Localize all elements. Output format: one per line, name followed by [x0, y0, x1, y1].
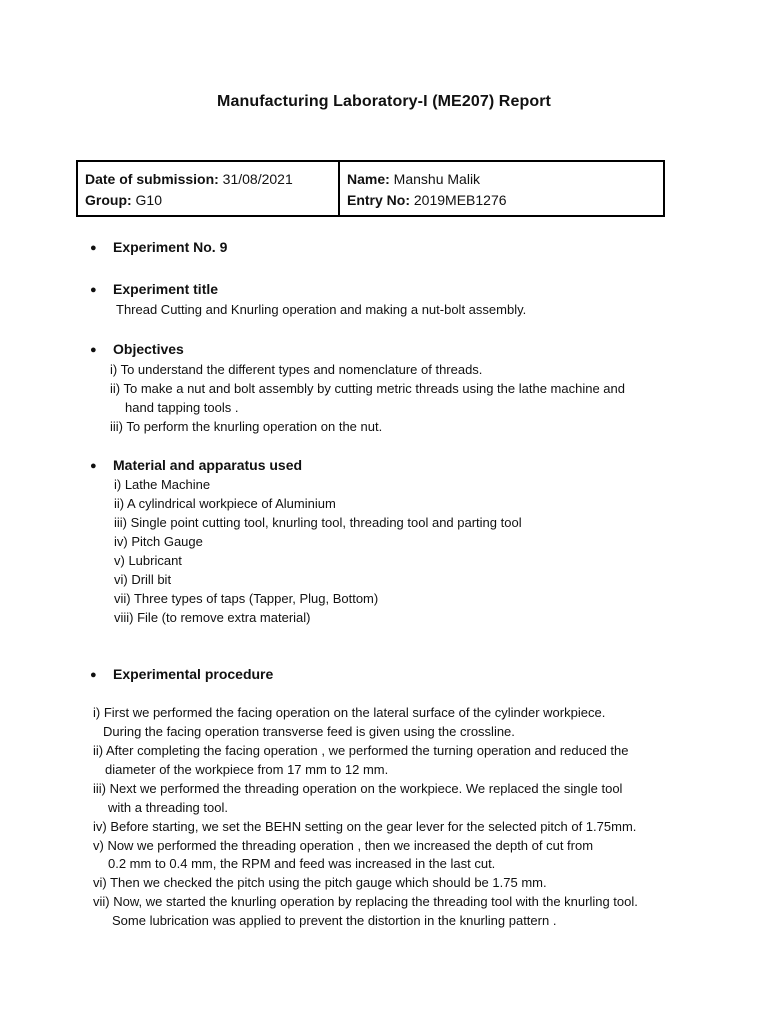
- objective-line: ii) To make a nut and bolt assembly by cutting metric threads using the lathe machine and: [110, 381, 625, 396]
- procedure-line: iv) Before starting, we set the BEHN setting on the gear lever for the selected pitch of 1.75mm.: [93, 819, 637, 834]
- bullet-icon: ●: [90, 242, 97, 254]
- entry-no-label: Entry No:: [347, 192, 410, 208]
- material-line: v) Lubricant: [114, 553, 182, 568]
- procedure-line: vi) Then we checked the pitch using the pitch gauge which should be 1.75 mm.: [93, 875, 547, 890]
- procedure-line: diameter of the workpiece from 17 mm to 12 mm.: [105, 762, 389, 777]
- material-line: ii) A cylindrical workpiece of Aluminium: [114, 496, 336, 511]
- date-of-submission-row: [85, 169, 331, 190]
- material-line: vii) Three types of taps (Tapper, Plug, Bottom): [114, 591, 379, 606]
- procedure-line: v) Now we performed the threading operation , then we increased the depth of cut from: [93, 838, 594, 853]
- material-line: i) Lathe Machine: [114, 477, 211, 492]
- material-line: iii) Single point cutting tool, knurling tool, threading tool and parting tool: [114, 515, 522, 530]
- procedure-line: i) First we performed the facing operation on the lateral surface of the cylinder workpiece.: [93, 705, 606, 720]
- date-of-submission-value: 31/08/2021: [218, 171, 293, 187]
- procedure-line: with a threading tool.: [108, 800, 228, 815]
- name-row: [347, 169, 656, 190]
- materials-heading-text: Material and apparatus used: [113, 457, 303, 473]
- procedure-line: ii) After completing the facing operation , we performed the turning operation and reduced the: [93, 743, 629, 758]
- objectives-heading-text: Objectives: [113, 341, 184, 357]
- procedure-line: iii) Next we performed the threading operation on the workpiece. We replaced the single tool: [93, 781, 623, 796]
- experiment-title-heading: [90, 280, 218, 299]
- material-line: iv) Pitch Gauge: [114, 534, 203, 549]
- procedure-line: vii) Now, we started the knurling operation by replacing the threading tool with the knurling tool.: [93, 894, 638, 909]
- bullet-icon: ●: [90, 284, 97, 296]
- experiment-no-heading-text: Experiment No. 9: [113, 239, 228, 255]
- objective-line: iii) To perform the knurling operation on the nut.: [110, 419, 383, 434]
- experiment-title-text: Thread Cutting and Knurling operation and making a nut-bolt assembly.: [116, 302, 527, 317]
- material-line: viii) File (to remove extra material): [114, 610, 311, 625]
- procedure-line: During the facing operation transverse feed is given using the crossline.: [103, 724, 515, 739]
- objective-line: i) To understand the different types and nomenclature of threads.: [110, 362, 483, 377]
- bullet-icon: ●: [90, 344, 97, 356]
- submission-info-table: [76, 160, 665, 217]
- procedure-heading: [90, 665, 273, 684]
- experiment-no-heading: [90, 238, 227, 257]
- group-value: G10: [131, 192, 163, 208]
- materials-heading: [90, 456, 302, 475]
- material-line: vi) Drill bit: [114, 572, 172, 587]
- entry-no-row: [347, 190, 656, 211]
- bullet-icon: ●: [90, 669, 97, 681]
- group-label: Group:: [85, 192, 132, 208]
- submission-info-right-cell: [339, 161, 664, 216]
- group-row: [85, 190, 331, 211]
- entry-no-value: 2019MEB1276: [410, 192, 507, 208]
- bullet-icon: ●: [90, 460, 97, 472]
- submission-info-left-cell: [77, 161, 339, 216]
- name-value: Manshu Malik: [389, 171, 481, 187]
- experiment-title-heading-text: Experiment title: [113, 281, 219, 297]
- name-label: Name:: [347, 171, 390, 187]
- procedure-line: 0.2 mm to 0.4 mm, the RPM and feed was increased in the last cut.: [108, 856, 496, 871]
- procedure-line: Some lubrication was applied to prevent the distortion in the knurling pattern .: [112, 913, 557, 928]
- procedure-heading-text: Experimental procedure: [113, 666, 274, 682]
- objective-line: hand tapping tools .: [125, 400, 239, 415]
- date-of-submission-label: Date of submission:: [85, 171, 219, 187]
- report-title: Manufacturing Laboratory-I (ME207) Report: [217, 93, 551, 110]
- objectives-heading: [90, 340, 184, 359]
